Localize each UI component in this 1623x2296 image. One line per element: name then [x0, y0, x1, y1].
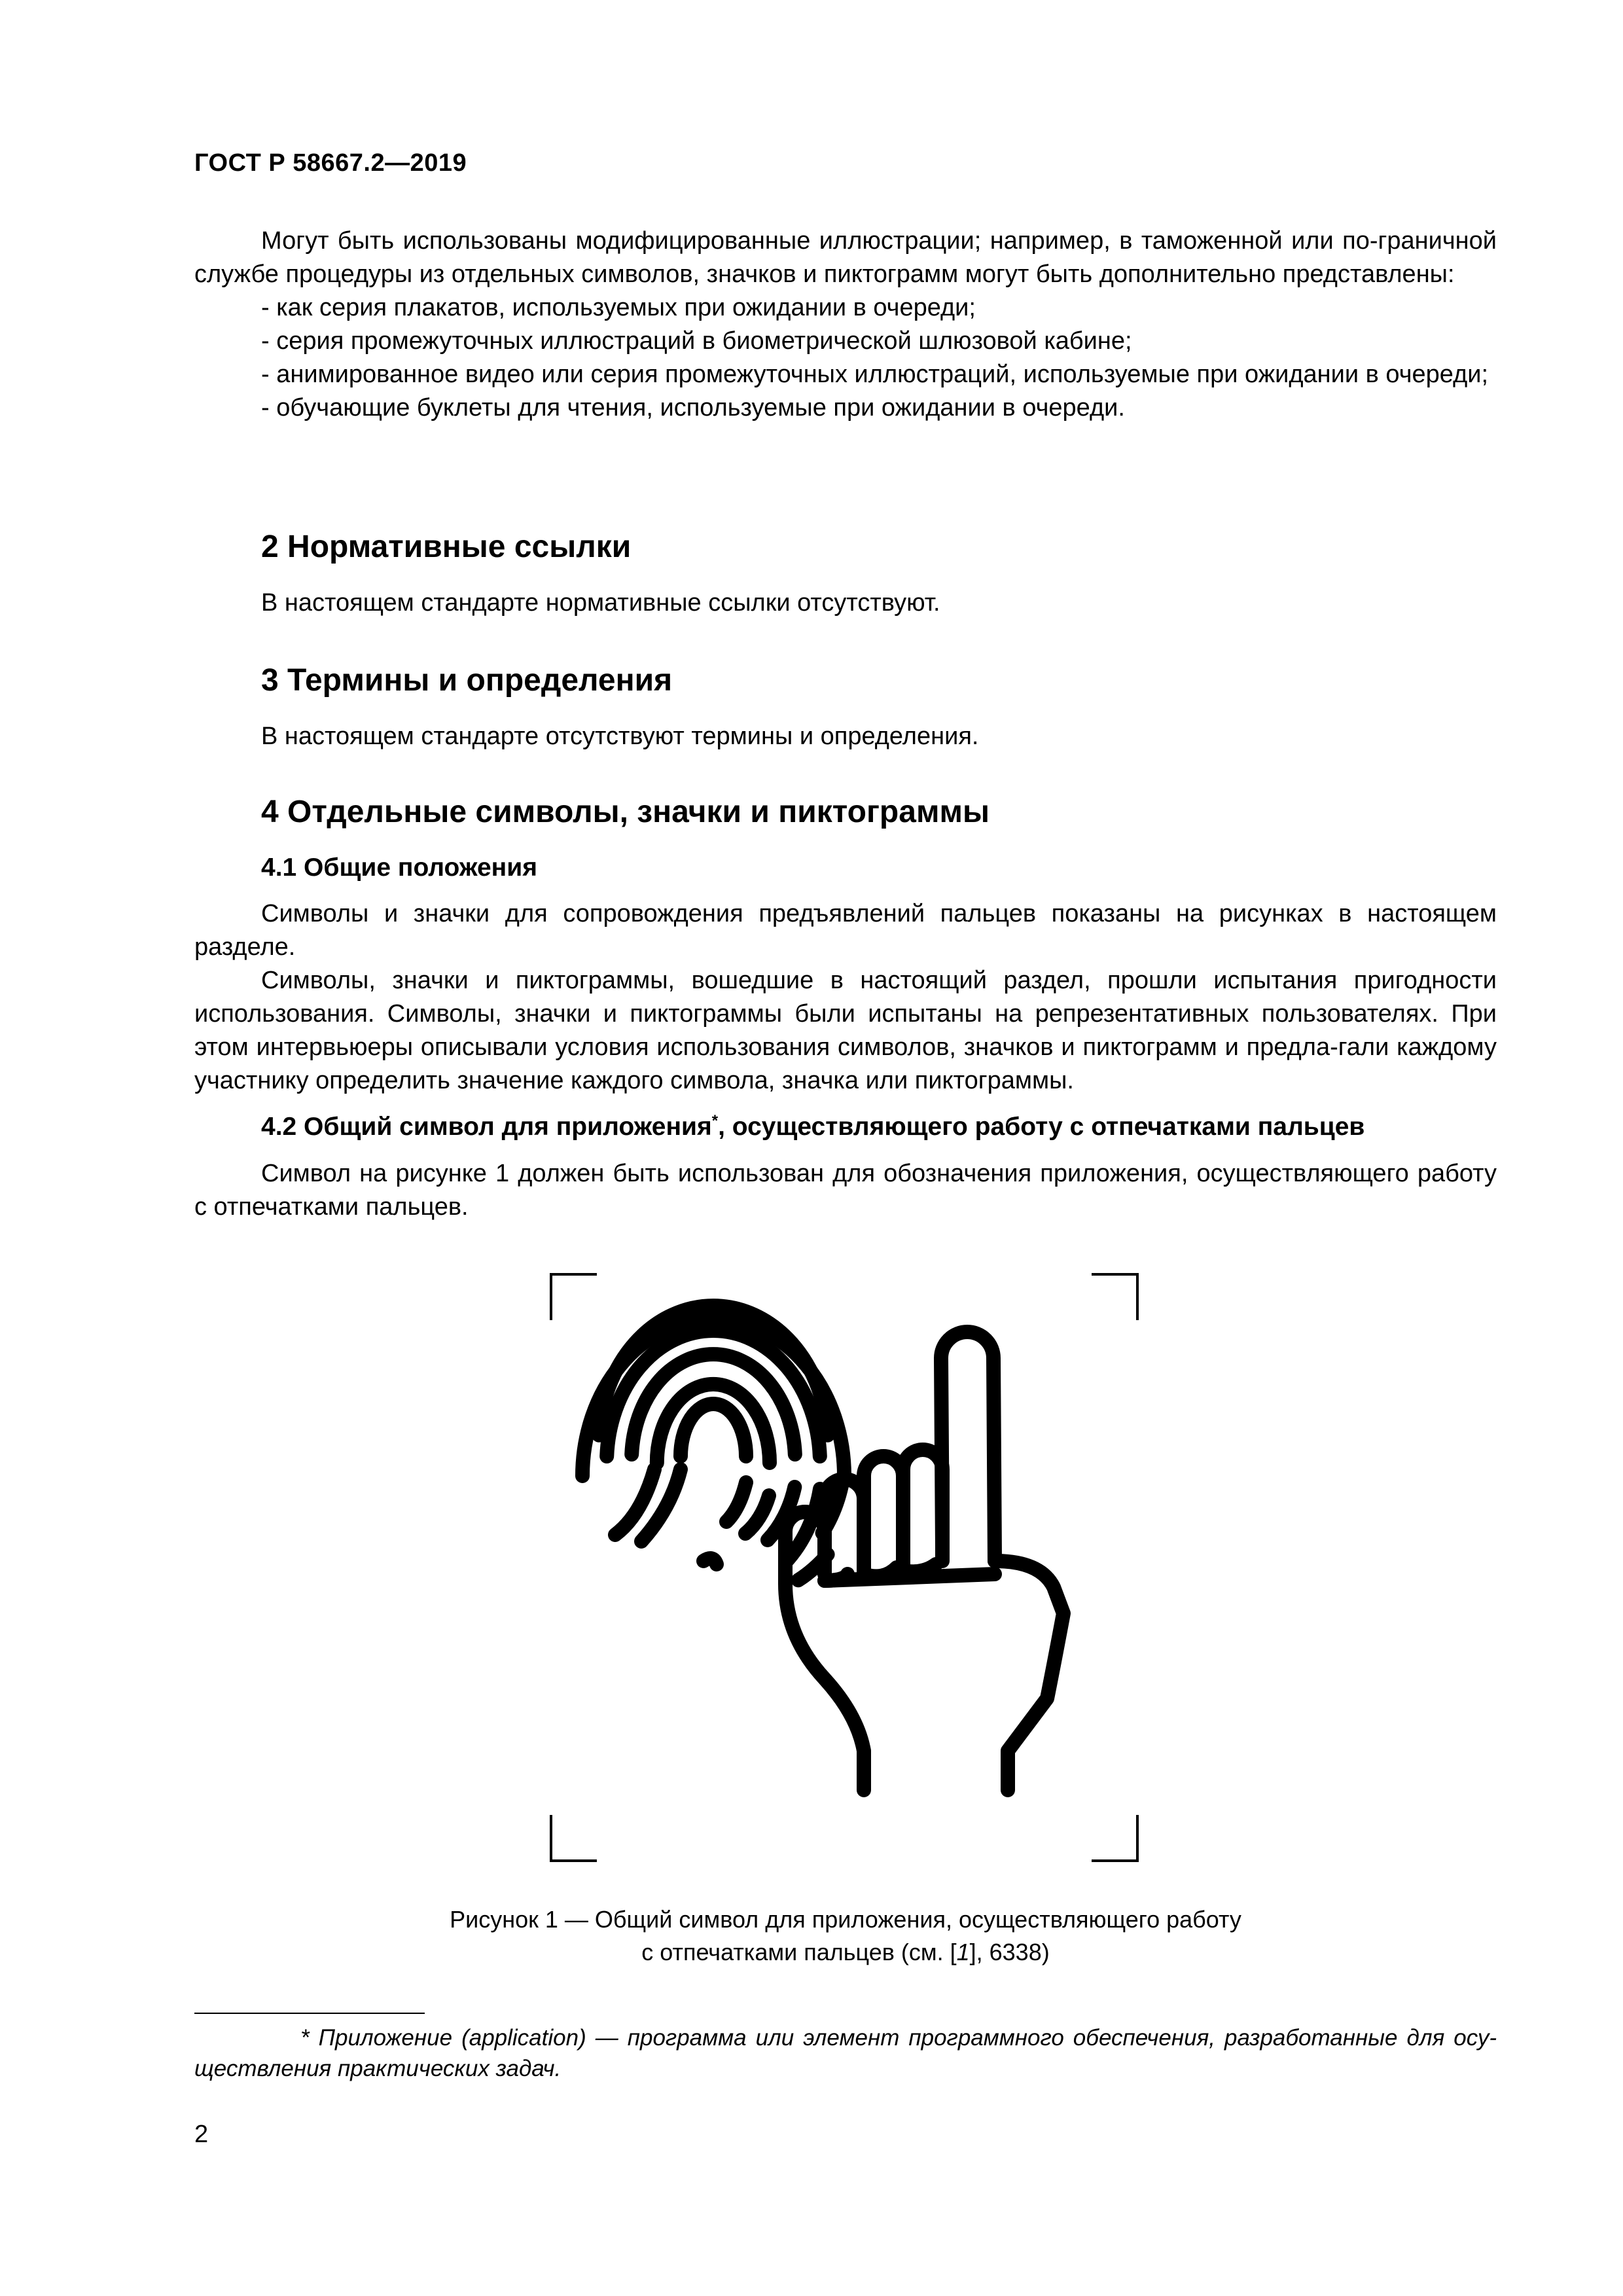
figure-caption-line-2: [194, 1936, 1497, 1969]
footnote-separator: [194, 2013, 425, 2014]
figure-1: [550, 1273, 1139, 1862]
figure-1-caption: [194, 1903, 1497, 1969]
intro-bullet: - анимированное видео или серия промежуточных иллюстраций, используемые при ожидании в очереди;: [261, 361, 1489, 388]
footnote: * Приложение (application) — программа или элемент программного обеспечения, разработанные для осу-ществления практических задач.: [194, 2025, 1497, 2081]
fingerprint-icon: [582, 1306, 844, 1580]
corner-mark-top-left: [551, 1274, 597, 1320]
section-4-2-body: [194, 1157, 1497, 1224]
intro-bullet: - обучающие буклеты для чтения, используемые при ожидании в очереди.: [261, 394, 1125, 422]
section-3-heading: 3 Термины и определения: [261, 663, 673, 698]
corner-mark-bottom-left: [551, 1815, 597, 1861]
section-2-heading: 2 Нормативные ссылки: [261, 529, 632, 564]
section-4-1-body: [194, 897, 1497, 1098]
section-2-text: В настоящем стандарте нормативные ссылки отсутствуют.: [261, 589, 940, 617]
intro-bullet: - как серия плакатов, используемых при ожидании в очереди;: [261, 294, 976, 321]
section-4-heading: 4 Отдельные символы, значки и пиктограммы: [261, 795, 990, 829]
intro-block: [194, 224, 1497, 425]
caption-text: с отпечатками пальцев (см. [: [641, 1939, 957, 1965]
section-3-text: В настоящем стандарте отсутствуют термины и определения.: [261, 723, 979, 750]
intro-bullet: - серия промежуточных иллюстраций в биометрической шлюзовой кабине;: [261, 327, 1132, 355]
corner-mark-bottom-right: [1092, 1815, 1137, 1861]
figure-caption-line-1: Рисунок 1 — Общий символ для приложения, осуществляющего работу: [450, 1906, 1241, 1933]
caption-reference: 1: [956, 1939, 970, 1965]
section-4-1-para-1: Символы и значки для сопровождения предъявлений пальцев показаны на рисунках в настоящем разделе.: [194, 900, 1497, 961]
section-4-2-heading: [261, 1113, 1364, 1141]
section-4-2-heading-start: 4.2 Общий символ для приложения: [261, 1113, 712, 1141]
section-4-1-para-2: Символы, значки и пиктограммы, вошедшие в настоящий раздел, прошли испытания пригодности использования. Символы, значки и пиктограммы были испытаны на репрезентативных пользователях. При этом интервьюеры описывали условия использования символов, значков и пиктограмм и предла-гали каждому участнику определить значение каждого символа, значка или пиктограммы.: [194, 967, 1497, 1094]
corner-mark-top-right: [1092, 1274, 1137, 1320]
page-number: 2: [194, 2121, 209, 2148]
document-code: ГОСТ Р 58667.2—2019: [194, 149, 467, 177]
section-4-2-para: Символ на рисунке 1 должен быть использован для обозначения приложения, осуществляющего работу с отпечатками пальцев.: [194, 1160, 1497, 1221]
section-4-2-heading-end: , осуществляющего работу с отпечатками пальцев: [718, 1113, 1365, 1141]
footnote-mark: *: [711, 1112, 719, 1130]
section-4-1-heading: 4.1 Общие положения: [261, 853, 537, 882]
intro-paragraph: Могут быть использованы модифицированные иллюстрации; например, в таможенной или по-граничной службе процедуры из отдельных символов, значков и пиктограмм могут быть дополнительно представлены:: [194, 227, 1497, 288]
caption-text-end: ], 6338): [969, 1939, 1050, 1965]
